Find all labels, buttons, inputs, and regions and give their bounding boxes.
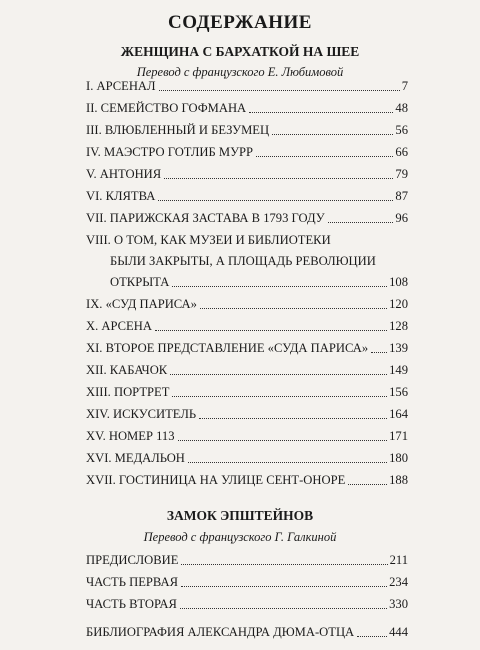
toc-entry[interactable]: XI. ВТОРОЕ ПРЕДСТАВЛЕНИЕ «СУДА ПАРИСА» 139 [86, 341, 408, 355]
toc-entry-bibliography[interactable]: БИБЛИОГРАФИЯ АЛЕКСАНДРА ДЮМА-ОТЦА 444 [86, 625, 408, 639]
toc-entry[interactable]: IX. «СУД ПАРИСА» 120 [86, 297, 408, 311]
translator-credit-2: Перевод с французского Г. Галкиной [143, 530, 337, 544]
toc-entry[interactable]: VIII. О ТОМ, КАК МУЗЕИ И БИБЛИОТЕКИ [86, 233, 331, 247]
toc-entry[interactable]: III. ВЛЮБЛЕННЫЙ И БЕЗУМЕЦ 56 [86, 123, 408, 137]
page-title: СОДЕРЖАНИЕ [168, 12, 312, 33]
toc-entry[interactable]: XV. НОМЕР 113 171 [86, 429, 408, 443]
toc-entry[interactable]: X. АРСЕНА 128 [86, 319, 408, 333]
toc-entry[interactable]: II. СЕМЕЙСТВО ГОФМАНА 48 [86, 101, 408, 115]
toc-entry[interactable]: VII. ПАРИЖСКАЯ ЗАСТАВА В 1793 ГОДУ 96 [86, 211, 408, 225]
toc-entry[interactable]: V. АНТОНИЯ 79 [86, 167, 408, 181]
toc-entry[interactable]: БЫЛИ ЗАКРЫТЫ, А ПЛОЩАДЬ РЕВОЛЮЦИИ [110, 254, 376, 268]
work-title-1: ЖЕНЩИНА С БАРХАТКОЙ НА ШЕЕ [120, 44, 360, 59]
toc-entry[interactable]: XIII. ПОРТРЕТ 156 [86, 385, 408, 399]
translator-credit-1: Перевод с французского Е. Любимовой [136, 65, 344, 79]
toc-entry[interactable]: XVII. ГОСТИНИЦА НА УЛИЦЕ СЕНТ-ОНОРЕ 188 [86, 473, 408, 487]
toc-entry[interactable]: ОТКРЫТА 108 [110, 275, 408, 289]
toc-entry[interactable]: XVI. МЕДАЛЬОН 180 [86, 451, 408, 465]
toc-entry[interactable]: VI. КЛЯТВА 87 [86, 189, 408, 203]
toc-entry[interactable]: XIV. ИСКУСИТЕЛЬ 164 [86, 407, 408, 421]
toc-entry[interactable]: I. АРСЕНАЛ 7 [86, 79, 408, 93]
toc-entry[interactable]: ЧАСТЬ ПЕРВАЯ 234 [86, 575, 408, 589]
toc-entry[interactable]: XII. КАБАЧОК 149 [86, 363, 408, 377]
toc-entry[interactable]: ПРЕДИСЛОВИЕ 211 [86, 553, 408, 567]
toc-entry[interactable]: ЧАСТЬ ВТОРАЯ 330 [86, 597, 408, 611]
work-title-2: ЗАМОК ЭПШТЕЙНОВ [166, 508, 314, 523]
toc-entry[interactable]: IV. МАЭСТРО ГОТЛИБ МУРР 66 [86, 145, 408, 159]
